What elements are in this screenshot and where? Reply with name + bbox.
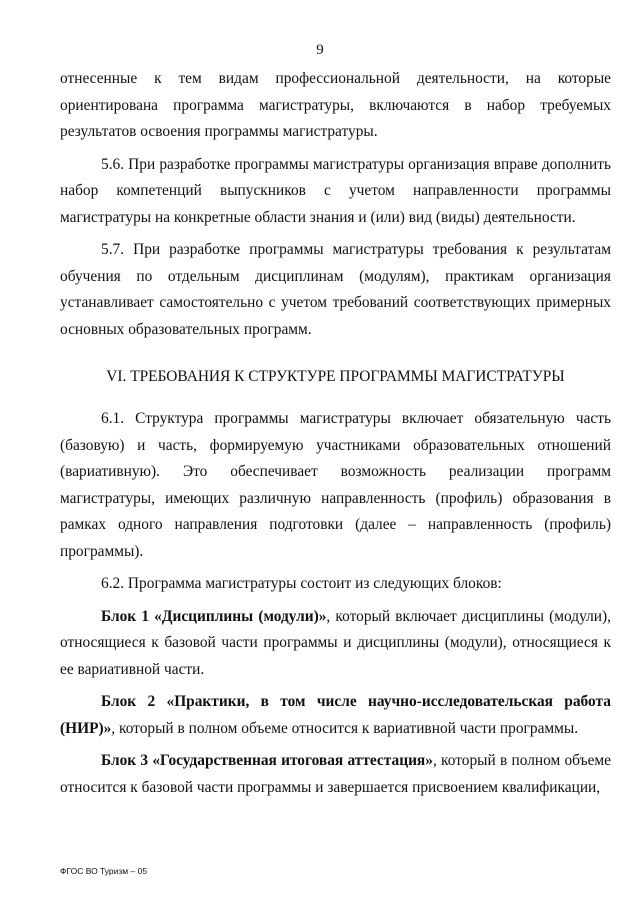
block-1-title: Блок 1 «Дисциплины (модули)» [101,607,327,625]
paragraph-6-2: 6.2. Программа магистратуры состоит из следующих блоков: [101,575,502,592]
footer-label: ФГОС ВО Туризм – 05 [60,866,148,876]
block-1-paragraph [60,604,611,684]
paragraph-6-1: 6.1. Структура программы магистратуры включает обязательную часть (базовую) и часть, формируемую участниками образовательных отношений (вариативную). Это обеспечивает возможность реализации программ магистратуры, имеющих различную направленность (профиль) образования в рамках одного направления подготовки (далее – направленность (профиль) программы). [60,410,611,560]
block-1-text: , который включает дисциплины (модули), относящиеся к базовой части программы и дисциплины (модули), относящиеся к ее вариативной части. [60,607,611,678]
document-body [60,66,611,801]
section-heading: VI. ТРЕБОВАНИЯ К СТРУКТУРЕ ПРОГРАММЫ МАГИСТРАТУРЫ [106,368,565,385]
block-3-text: , который в полном объеме относится к базовой части программы и завершается присвоением квалификации, [60,752,611,796]
block-2-paragraph [60,689,611,742]
paragraph-5-7: 5.7. При разработке программы магистратуры требования к результатам обучения по отдельным дисциплинам (модулям), практикам организация устанавливает самостоятельно с учетом требований соответствующих примерных основных образовательных программ. [60,241,611,338]
page-number: 9 [316,42,324,58]
block-2-title: Блок 2 «Практики, в том числе научно-исследовательская работа (НИР)» [60,693,611,737]
block-3-title: Блок 3 «Государственная итоговая аттестация» [101,752,433,769]
paragraph-continuation: отнесенные к тем видам профессиональной деятельности, на которые ориентирована программа магистратуры, включаются в набор требуемых результатов освоения программы магистратуры. [60,70,611,140]
block-2-text: , который в полном объеме относится к вариативной части программы. [111,719,579,737]
paragraph-5-6: 5.6. При разработке программы магистратуры организация вправе дополнить набор компетенций выпускников с учетом направленности программы магистратуры на конкретные области знания и (или) вид (виды) деятельности. [60,155,611,226]
block-3-paragraph [60,748,611,801]
